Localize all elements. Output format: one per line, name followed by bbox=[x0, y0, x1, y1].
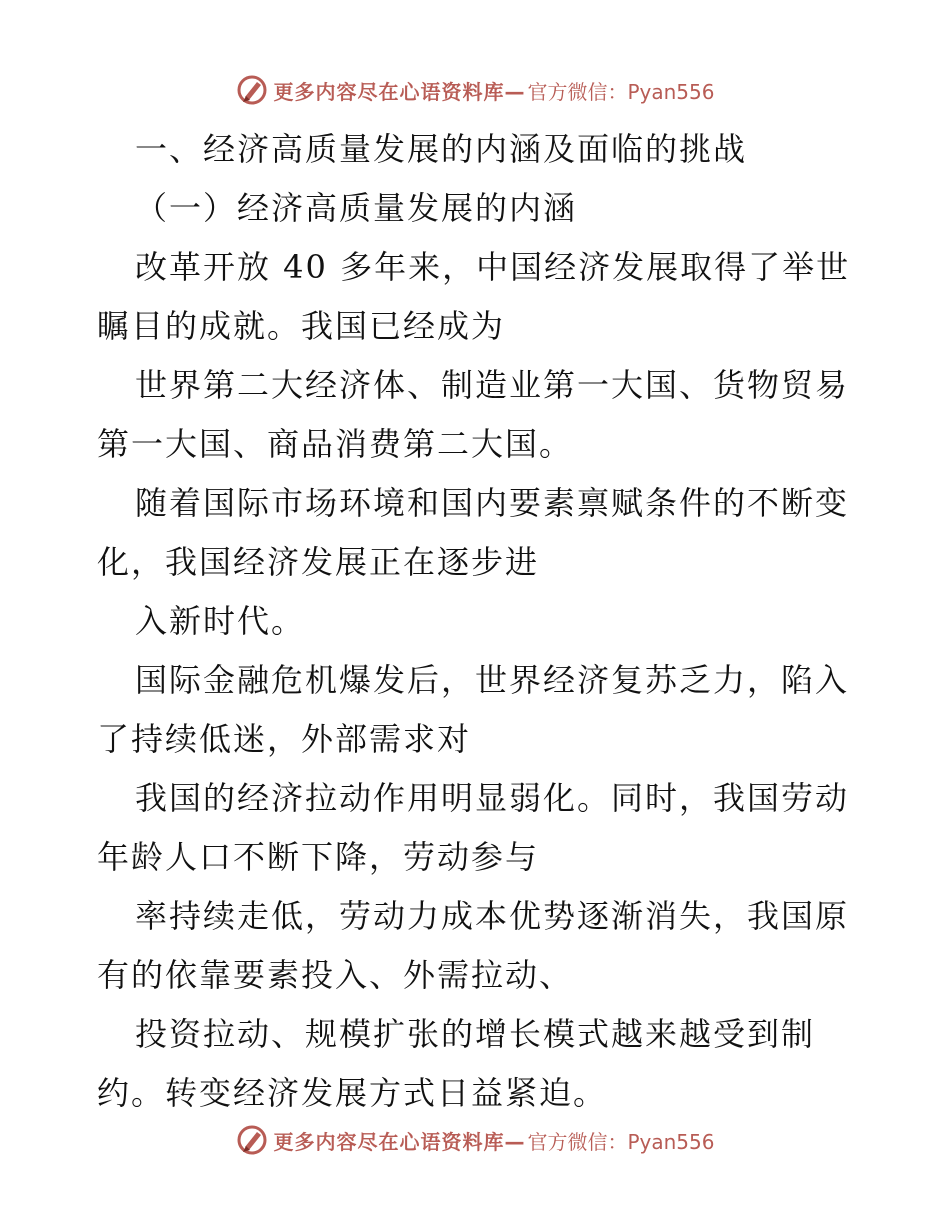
watermark-wechat: 官方微信：Pyan556 bbox=[527, 79, 715, 104]
header-watermark bbox=[0, 70, 950, 110]
footer-watermark bbox=[0, 1120, 950, 1160]
paragraph-line: 世界第二大经济体、制造业第一大国、货物贸易 bbox=[135, 366, 850, 404]
paragraph-line: 化，我国经济发展正在逐步进 bbox=[97, 543, 540, 581]
paragraph-line: 瞩目的成就。我国已经成为 bbox=[97, 307, 506, 345]
paragraph-line: 约。转变经济发展方式日益紧迫。 bbox=[97, 1074, 608, 1112]
subsection-heading: （一）经济高质量发展的内涵 bbox=[135, 189, 578, 227]
paragraph-line: 有的依靠要素投入、外需拉动、 bbox=[97, 956, 574, 994]
paragraph-line: 第一大国、商品消费第二大国。 bbox=[97, 425, 574, 463]
section-heading: 一、经济高质量发展的内涵及面临的挑战 bbox=[135, 130, 748, 168]
paragraph-line: 随着国际市场环境和国内要素禀赋条件的不断变 bbox=[135, 484, 850, 522]
paragraph-line: 率持续走低，劳动力成本优势逐渐消失，我国原 bbox=[135, 897, 850, 935]
paragraph-line: 投资拉动、规模扩张的增长模式越来越受到制 bbox=[135, 1015, 816, 1053]
paragraph-line: 了持续低迷，外部需求对 bbox=[97, 720, 472, 758]
paragraph-line: 国际金融危机爆发后，世界经济复苏乏力，陷入 bbox=[135, 661, 850, 699]
document-body bbox=[97, 120, 857, 1123]
pen-logo-icon bbox=[235, 73, 269, 107]
paragraph-line: 入新时代。 bbox=[135, 602, 306, 640]
watermark-text: 更多内容尽在心语资料库— bbox=[273, 1129, 526, 1154]
paragraph-line: 改革开放 40 多年来，中国经济发展取得了举世 bbox=[135, 248, 851, 286]
pen-logo-icon bbox=[235, 1123, 269, 1157]
watermark-text: 更多内容尽在心语资料库— bbox=[273, 79, 526, 104]
paragraph-line: 年龄人口不断下降，劳动参与 bbox=[97, 838, 540, 876]
watermark-wechat: 官方微信：Pyan556 bbox=[527, 1129, 715, 1154]
paragraph-line: 我国的经济拉动作用明显弱化。同时，我国劳动 bbox=[135, 779, 850, 817]
